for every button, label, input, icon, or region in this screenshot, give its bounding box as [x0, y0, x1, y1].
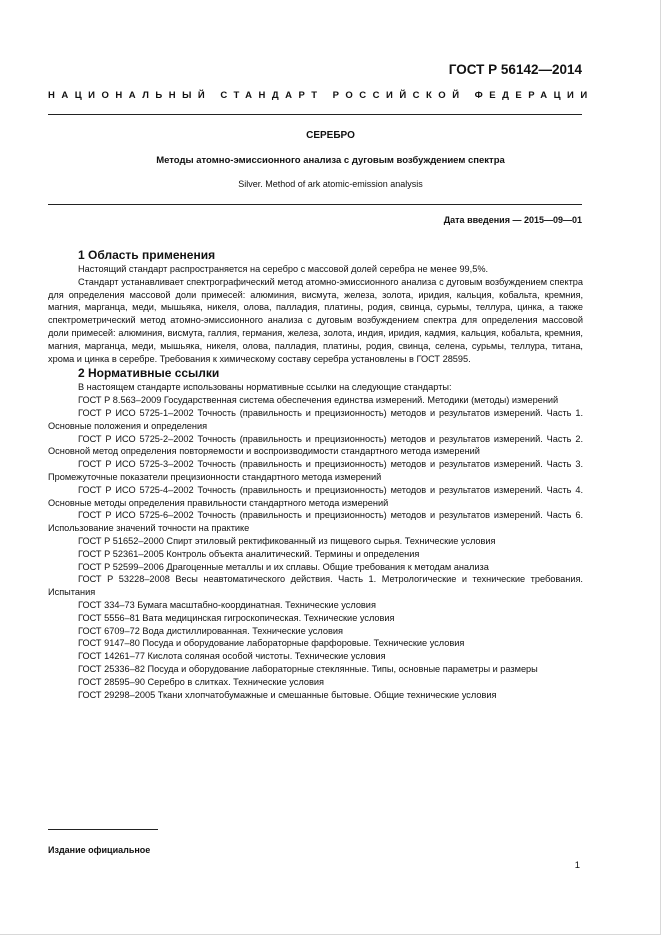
normative-reference: ГОСТ Р ИСО 5725-4–2002 Точность (правильность и прецизионность) методов и результатов измерений. Часть 4. Основные методы определения правильности стандартного метода измерений [48, 484, 583, 508]
normative-reference: ГОСТ 14261–77 Кислота соляная особой чистоты. Технические условия [78, 651, 386, 662]
normative-reference: ГОСТ Р ИСО 5725-6–2002 Точность (правильность и прецизионность) методов и результатов измерений. Часть 6. Использование значений точности на практике [48, 510, 583, 534]
header-divider [48, 114, 582, 115]
normative-reference: ГОСТ 5556–81 Вата медицинская гигроскопическая. Технические условия [78, 612, 395, 623]
section-1-heading: 1 Область применения [78, 248, 216, 262]
section-2-paragraph: В настоящем стандарте использованы нормативные ссылки на следующие стандарты: [78, 382, 452, 393]
normative-reference: ГОСТ Р ИСО 5725-2–2002 Точность (правильность и прецизионность) методов и результатов измерений. Часть 2. Основной метод определения повторяемости и воспроизводимости стандартного метода измерений [48, 433, 583, 457]
standard-number: ГОСТ Р 56142—2014 [448, 62, 582, 77]
section-2-heading: 2 Нормативные ссылки [78, 366, 220, 381]
normative-reference: ГОСТ 334–73 Бумага масштабно-координатная. Технические условия [78, 599, 376, 610]
normative-reference: ГОСТ Р ИСО 5725-3–2002 Точность (правильность и прецизионность) методов и результатов измерений. Часть 3. Промежуточные показатели прецизионности стандартного метода измерений [48, 459, 583, 482]
national-standard-banner: НАЦИОНАЛЬНЫЙ СТАНДАРТ РОССИЙСКОЙ ФЕДЕРАЦИИ [48, 90, 594, 101]
normative-reference: ГОСТ Р 8.563–2009 Государственная система обеспечения единства измерений. Методики (методы) измерений [78, 395, 559, 406]
normative-reference: ГОСТ 28595–90 Серебро в слитках. Технические условия [78, 676, 324, 687]
normative-reference: ГОСТ Р ИСО 5725-1–2002 Точность (правильность и прецизионность) методов и результатов измерений. Часть 1. Основные положения и определения [48, 407, 583, 431]
normative-reference: ГОСТ 6709–72 Вода дистиллированная. Технические условия [78, 625, 343, 636]
page-number: 1 [574, 860, 580, 871]
title-divider [48, 204, 582, 205]
normative-reference: ГОСТ 9147–80 Посуда и оборудование лабораторные фарфоровые. Технические условия [78, 638, 465, 649]
normative-reference: ГОСТ 25336–82 Посуда и оборудование лабораторные стеклянные. Типы, основные параметры и размеры [78, 663, 538, 674]
introduction-date: Дата введения — 2015—09—01 [443, 215, 582, 225]
normative-reference: ГОСТ Р 53228–2008 Весы неавтоматического действия. Часть 1. Метрологические и технические требования. Испытания [48, 574, 583, 598]
normative-reference: ГОСТ Р 52599–2006 Драгоценные металлы и их сплавы. Общие требования к методам анализа [78, 561, 489, 572]
document-body [48, 247, 583, 701]
section-1-paragraph: Стандарт устанавливает спектрографический метод атомно-эмиссионного анализа с дуговым возбуждением спектра для определения массовой доли примесей: алюминия, висмута, железа, золота, иридия, кальция, кобальта, кремния, магния, марганца, меди, мышьяка, никеля, олова, палладия, платины, родия, свинца, сурьмы, теллура, цинка, а также спектрометрический метод атомно-эмиссионного анализа с дуговым возбуждением спектра для определения массовой доли примесей: алюминия, висмута, галлия, германия, железа, золота, индия, иридия, кадмия, кальция, кобальта, кремния, магния, марганца, меди, мышьяка, никеля, олова, палладия, платины, родия, свинца, селена, сурьмы, теллура, титана, хрома и цинка в серебре. Требования к химическому составу серебра установлены в ГОСТ 28595. [48, 276, 583, 364]
section-1-paragraph: Настоящий стандарт распространяется на серебро с массовой долей серебра не менее 99,5%. [78, 264, 489, 274]
normative-reference: ГОСТ 29298–2005 Ткани хлопчатобумажные и смешанные бытовые. Общие технические условия [78, 689, 497, 700]
normative-reference: ГОСТ Р 51652–2000 Спирт этиловый ректификованный из пищевого сырья. Технические условия [78, 535, 496, 546]
document-subtitle: Методы атомно-эмиссионного анализа с дуговым возбуждением спектра [156, 155, 505, 166]
edition-label: Издание официальное [48, 845, 151, 855]
document-title: СЕРЕБРО [306, 130, 355, 141]
normative-reference: ГОСТ Р 52361–2005 Контроль объекта аналитический. Термины и определения [78, 548, 420, 559]
footer-divider [48, 829, 158, 830]
english-title: Silver. Method of ark atomic-emission analysis [238, 179, 423, 189]
